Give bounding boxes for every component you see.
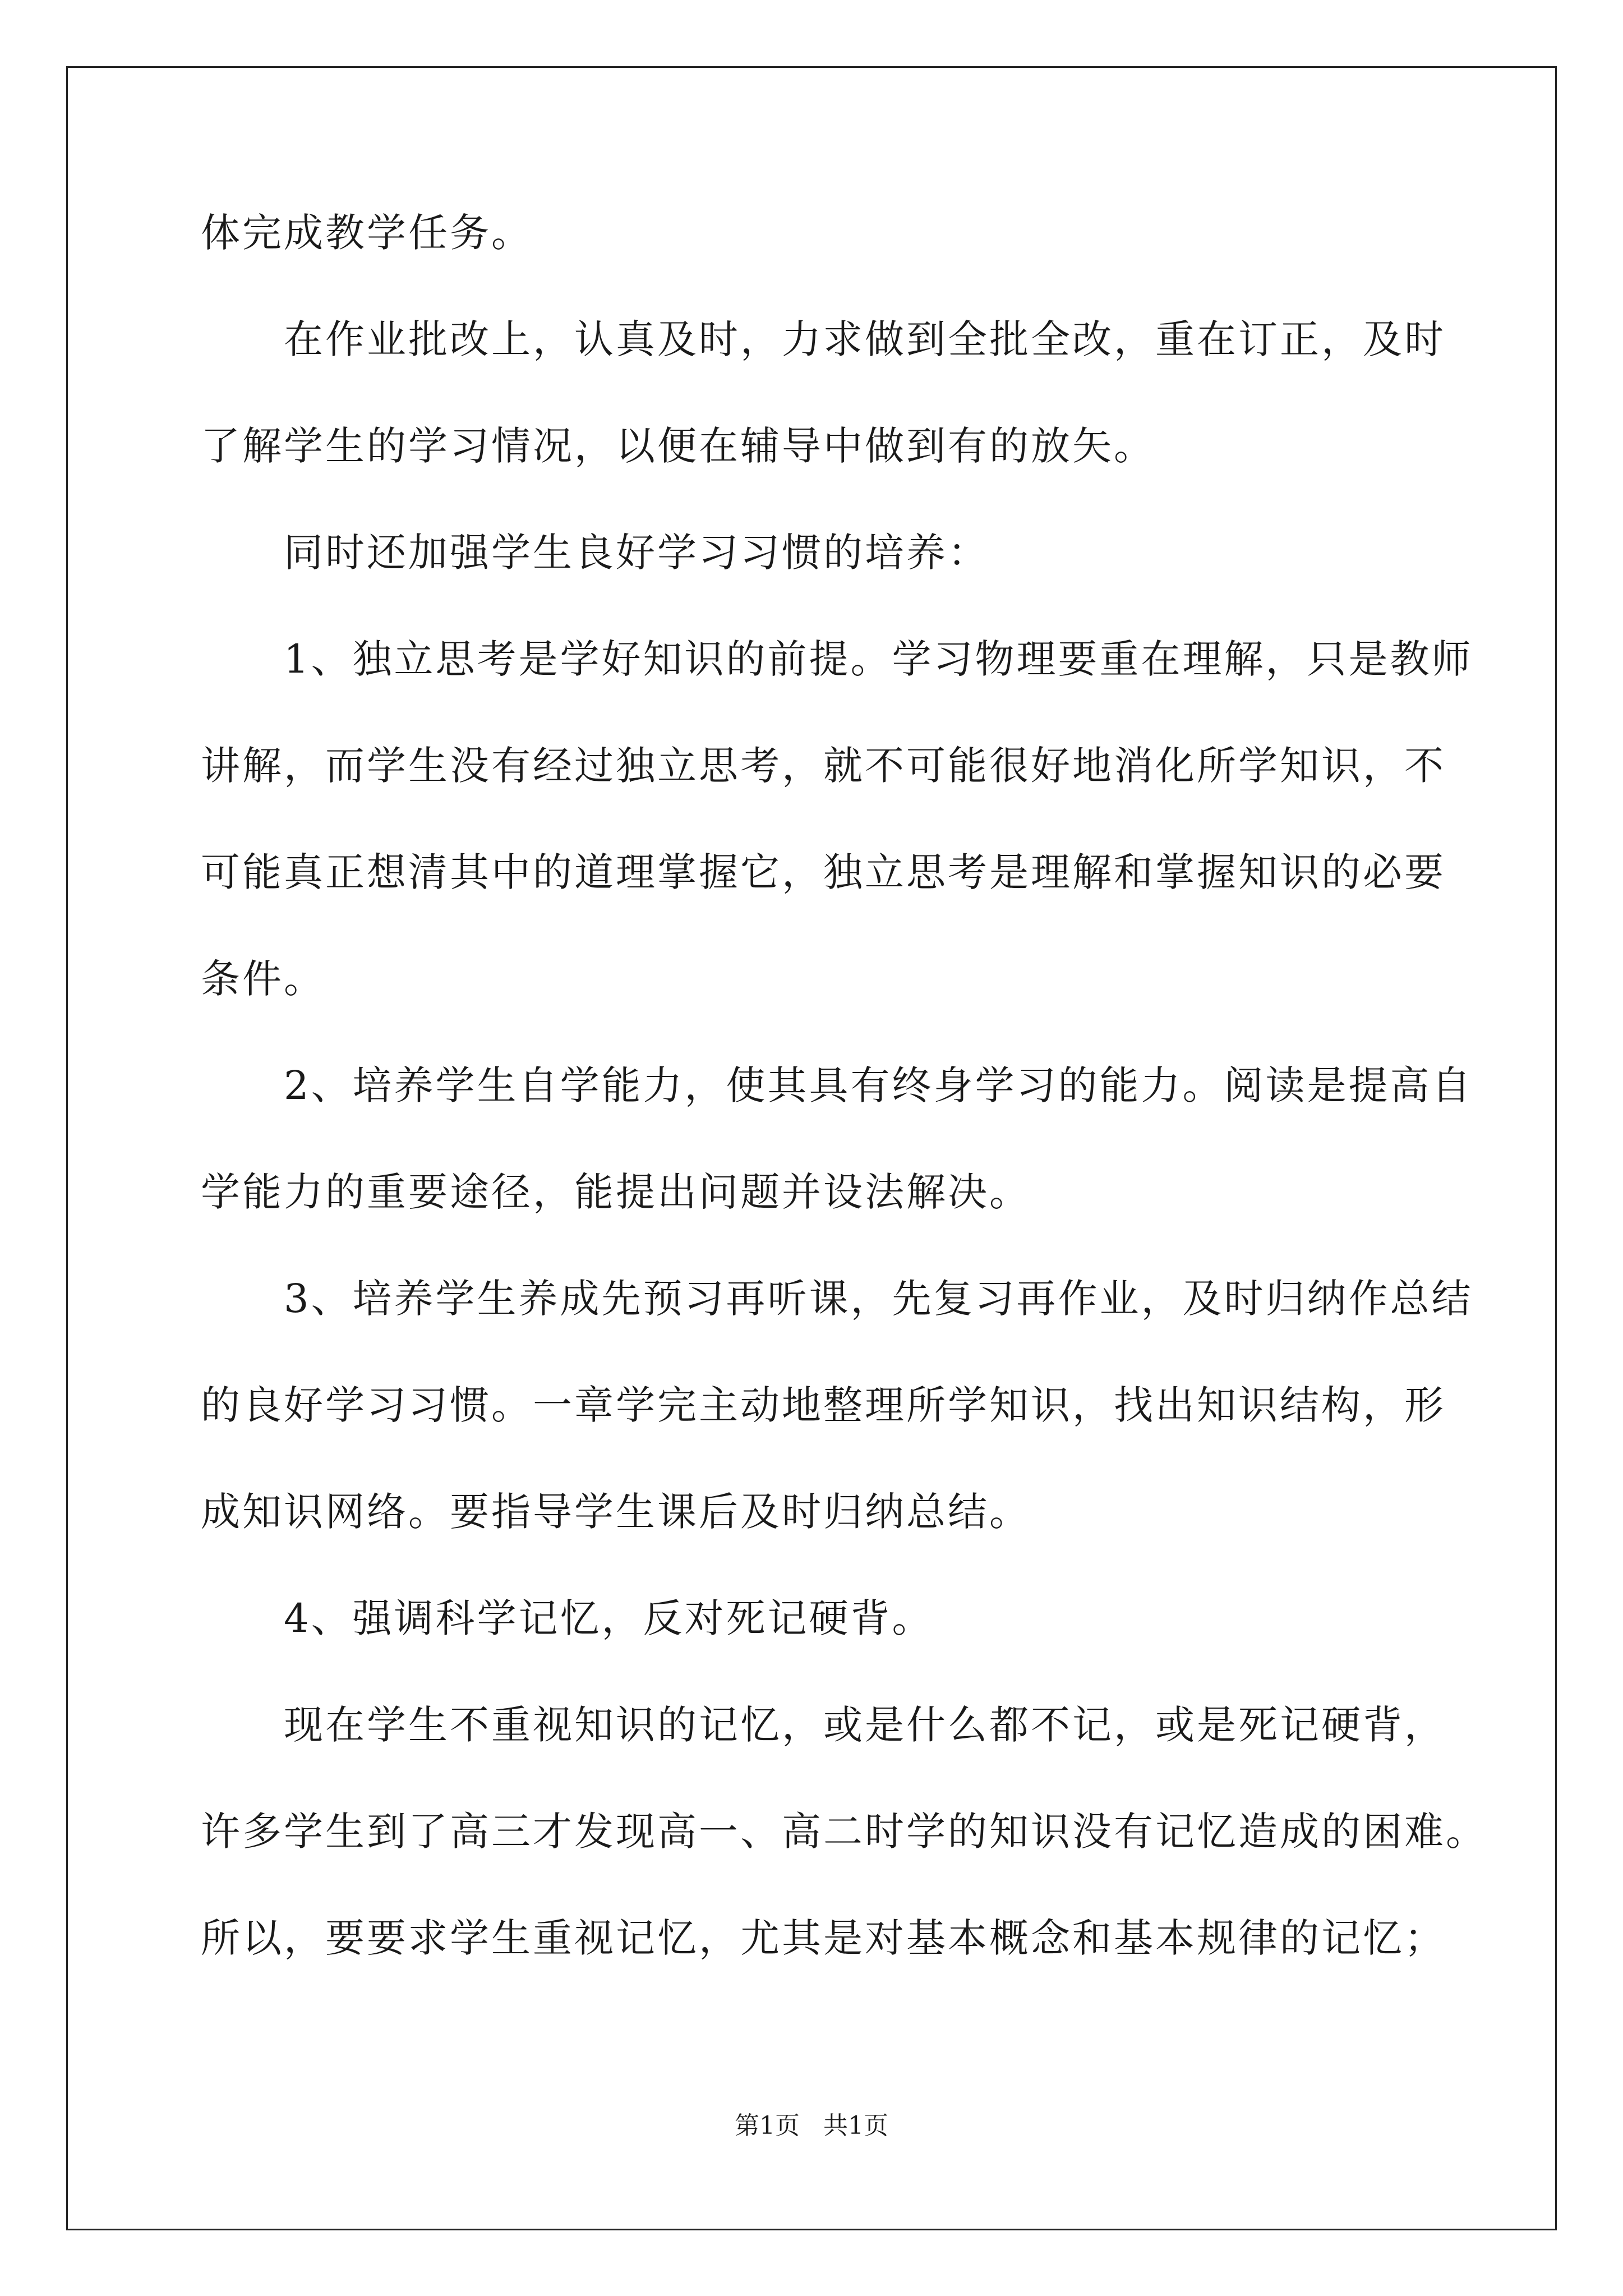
text-line: 3、培养学生养成先预习再听课，先复习再作业，及时归纳作总结: [284, 1276, 1473, 1322]
text-line: 条件。: [201, 956, 325, 1002]
text-line: 许多学生到了高三才发现高一、高二时学的知识没有记忆造成的困难。: [201, 1809, 1487, 1855]
text-line: 的良好学习习惯。一章学完主动地整理所学知识，找出知识结构，形: [201, 1382, 1446, 1428]
text-line: 成知识网络。要指导学生课后及时归纳总结。: [201, 1489, 1031, 1535]
page-number: 第1页: [735, 2111, 800, 2140]
text-line: 1、独立思考是学好知识的前提。学习物理要重在理解，只是教师: [284, 636, 1473, 682]
text-line: 体完成教学任务。: [201, 210, 533, 256]
text-line: 2、培养学生自学能力，使其具有终身学习的能力。阅读是提高自: [284, 1062, 1473, 1108]
page-footer: [0, 2109, 1623, 2143]
text-line: 4、强调科学记忆，反对死记硬背。: [284, 1595, 934, 1641]
document-body: [201, 196, 1507, 2047]
text-line: 了解学生的学习情况，以便在辅导中做到有的放矢。: [201, 423, 1155, 469]
text-line: 可能真正想清其中的道理掌握它，独立思考是理解和掌握知识的必要: [201, 849, 1446, 895]
text-line: 同时还加强学生良好学习习惯的培养：: [284, 530, 989, 576]
text-line: 现在学生不重视知识的记忆，或是什么都不记，或是死记硬背，: [284, 1702, 1446, 1748]
text-line: 所以，要要求学生重视记忆，尤其是对基本概念和基本规律的记忆；: [201, 1915, 1446, 1961]
page-total: 共1页: [823, 2111, 888, 2140]
text-line: 讲解，而学生没有经过独立思考，就不可能很好地消化所学知识，不: [201, 743, 1446, 789]
text-line: 在作业批改上，认真及时，力求做到全批全改，重在订正，及时: [284, 316, 1446, 362]
text-line: 学能力的重要途径，能提出问题并设法解决。: [201, 1169, 1031, 1215]
